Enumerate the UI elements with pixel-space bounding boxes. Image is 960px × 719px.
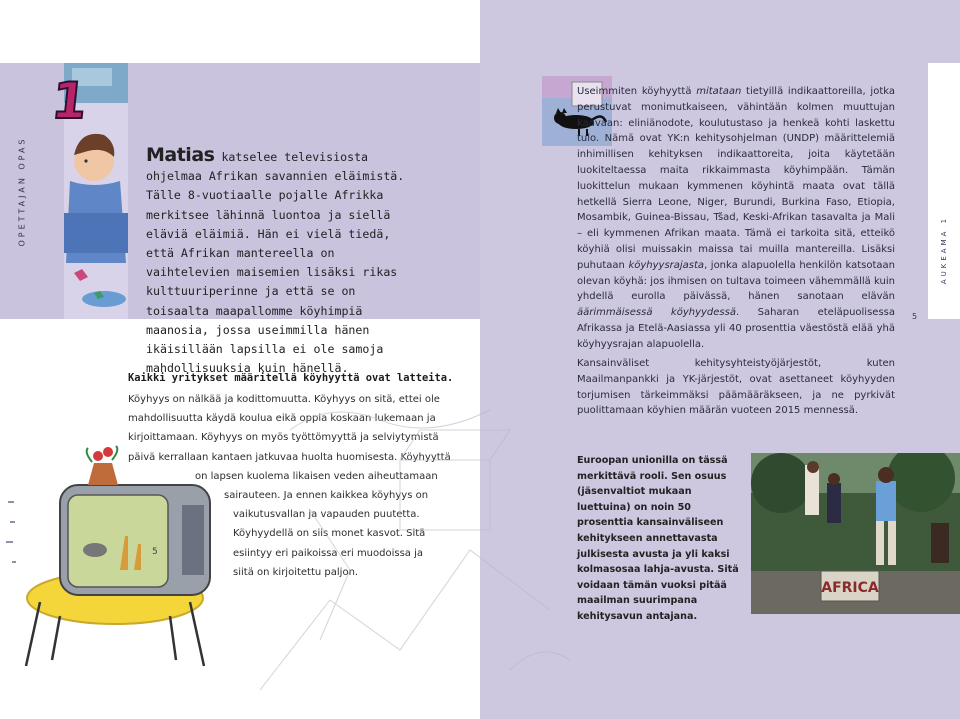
children-africa-photo (751, 453, 960, 614)
poverty-heading: Kaikki yritykset määritellä köyhyyttä ovat latteita. (128, 372, 454, 384)
emphasized-term: äärimmäisessä köyhyydessä (577, 307, 736, 319)
text-line: vaikutusvallan ja vapauden puutetta. (233, 509, 420, 521)
africa-sign-text: AFRICA (821, 580, 879, 596)
story-paragraph (146, 146, 424, 378)
right-paragraph-2: Kansainväliset kehitysyhteistyöjärjestöt, kuten Maailmanpankki ja YK-järjestöt, ovat asettaneet köyhyyden torjumisen tärkeimmäksi päämääräkseen, ja ne pyrkivät puolittamaan köyhien määrän vuoteen 2015 mennessä. (577, 358, 895, 417)
tv-illustration (0, 430, 250, 670)
text-line: päivä kerrallaan kantaen jatkuvaa huolta huomisesta. Köyhyyttä (128, 451, 451, 463)
background-sketch (250, 350, 580, 719)
text-line: Köyhyys on nälkää ja kodittomuutta. Köyhyys on sitä, ettei ole (128, 394, 440, 405)
page-number: 5 (912, 312, 918, 321)
story-body: katselee televisiosta ohjelmaa Afrikan savannien eläimistä. Tälle 8-vuotiaalle pojalle Afrikka merkitsee lähinnä luontoa ja siellä eläviä eläimiä. Hän ei vielä tiedä, että Afrikan mantereella on vaihtelevien maisemien lisäksi rikas kulttuuriperinne ja että se on toisaalta maapallomme köyhimpiä maanosia, jossa useimmilla hänen ikäisillään lapsilla ei ole samoja mahdollisuuksia kuin hänellä. (146, 150, 405, 376)
emphasized-term: köyhyysrajasta (628, 259, 705, 271)
text-segment: . Saharan eteläpuolisessa Afrikassa ja Etelä-Aasiassa yli 40 prosenttia väestöstä elää yhä köyhyysrajan alapuolella. (577, 307, 895, 350)
chapter-number: 1 (48, 72, 90, 130)
text-line: mahdollisuutta käydä koulua eikä oppia koskaan lukemaan ja (128, 413, 436, 425)
story-lead-word: Matias (146, 144, 215, 166)
side-label-right (928, 200, 960, 300)
side-label-left (2, 63, 42, 319)
emphasized-term: mitataan (696, 86, 742, 97)
text-segment: , jonka alapuolella henkilön katsotaan olevan köyhä: jos ihmisen on tultava toimeen vähemmällä kuin yhdellä eurolla päivässä, hänen sanotaan elävän (577, 259, 896, 303)
text-line: on lapsen kuolema likaisen veden aiheuttamaan (195, 470, 438, 482)
eu-role-bold-text: Euroopan unionilla on tässä merkittävä rooli. Sen osuus (jäsenvaltiot mukaan luettuina) on noin 50 prosenttia kansainväliseen kehitykseen annettavasta julkisesta avusta ja yli kaksi kolmasosaa lahja-avusta. Sitä voidaan tämän vuoksi pitää maailman suurimpana kehitysavun antajana. (577, 455, 739, 622)
side-label-left-text: OPETTAJAN OPAS (17, 135, 27, 247)
right-paragraph-1 (577, 84, 895, 353)
text-line: siitä on kirjoitettu paljon. (233, 566, 359, 578)
tv-screen-number: 5 (152, 547, 158, 557)
text-line: kirjoittamaan. Köyhyys on myös työttömyyttä ja selviytymistä (128, 432, 439, 444)
text-line: Köyhyydellä on siis monet kasvot. Sitä (233, 528, 426, 540)
text-segment: Useimmiten köyhyyttä (577, 86, 697, 97)
text-segment: tietyillä indikaattoreilla, jotka perustuvat monimutkaiseen, vähintään kolmen muuttujan kaavaan: eliniänodote, koulutustaso ja henkeä kohti laskettu tulo. Nämä ovat YK:n kehitysohjelman (UNDP) määrittelemiä inhimillisen kehityksen indikaattoreita, joita käytetään luokiteltaessa maita rikkaimmasta köyhimpään. Tämän luokittelun mukaan kymmenen köyhintä maata ovat tällä hetkellä Sierra Leone, Niger, Burundi, Burkina Faso, Etiopia, Mosambik, Guinea-Bissau, Tšad, Keski-Afrikan tasavalta ja Mali – eli kymmenen Afrikan maata. Tämä ei tarkoita sitä, etteikö köyhiä olisi muissakin maissa tai muilla mantereilla. Lisäksi puhutaan (577, 86, 895, 271)
text-line: esiintyy eri paikoissa eri muodoissa ja (233, 547, 424, 559)
side-label-right-text: AUKEAMA 1 (940, 215, 949, 285)
text-line: sairauteen. Ja ennen kaikkea köyhyys on (224, 490, 429, 502)
right-paragraph-1-text (577, 84, 895, 353)
